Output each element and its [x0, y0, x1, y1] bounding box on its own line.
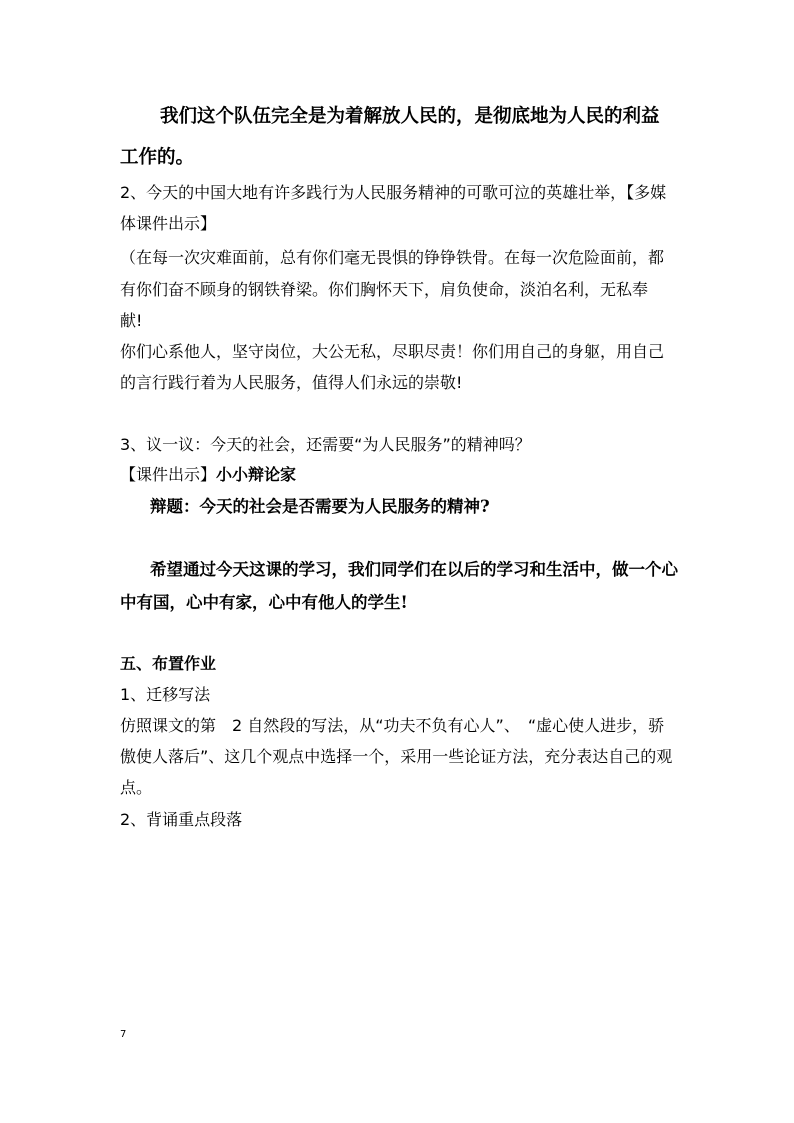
paragraph-line: 仿照课文的第 2 自然段的写法，从“功夫不负有心人”、 “虚心使人进步，骄 — [120, 716, 665, 735]
paragraph-line: 2、今天的中国大地有许多践行为人民服务精神的可歌可泣的英雄壮举，【多媒 — [120, 183, 667, 202]
page-number: 7 — [120, 1029, 127, 1040]
paragraph-line: 体课件出示】 — [120, 214, 217, 233]
paragraph-line: 的言行践行着为人民服务，值得人们永远的崇敬! — [120, 373, 463, 392]
debate-title: 小小辩论家 — [216, 465, 297, 484]
paragraph-line: 中有国，心中有家，心中有他人的学生! — [120, 593, 408, 612]
paragraph-line: 有你们奋不顾身的钢铁脊梁。你们胸怀天下，肩负使命，淡泊名利，无私奉 — [120, 280, 649, 299]
paragraph-line: 你们心系他人，坚守岗位，大公无私，尽职尽责！你们用自己的身躯，用自己 — [120, 342, 665, 361]
paragraph-line: 献! — [120, 311, 143, 330]
paragraph-line: 点。 — [120, 778, 153, 797]
paragraph-line: 2、背诵重点段落 — [120, 810, 243, 829]
paragraph-line: （在每一次灾难面前，总有你们毫无畏惧的铮铮铁骨。在每一次危险面前，都 — [120, 248, 665, 267]
paragraph-line: 工作的。 — [120, 147, 195, 168]
paragraph-line: 傲使人落后”、这几个观点中选择一个，采用一些论证方法，充分表达自己的观 — [120, 747, 673, 766]
section-heading: 五、布置作业 — [120, 654, 217, 673]
paragraph-line: 我们这个队伍完全是为着解放人民的，是彻底地为人民的利益 — [160, 106, 660, 127]
paragraph-line: 3、议一议：今天的社会，还需要“为人民服务”的精神吗？ — [120, 435, 531, 454]
paragraph-line: 1、迁移写法 — [120, 685, 211, 704]
paragraph-line — [120, 467, 296, 483]
paragraph-line: 希望通过今天这课的学习，我们同学们在以后的学习和生活中，做一个心 — [150, 560, 678, 579]
debate-topic: 辩题：今天的社会是否需要为人民服务的精神? — [150, 497, 490, 516]
courseware-label: 【课件出示】 — [120, 465, 217, 484]
